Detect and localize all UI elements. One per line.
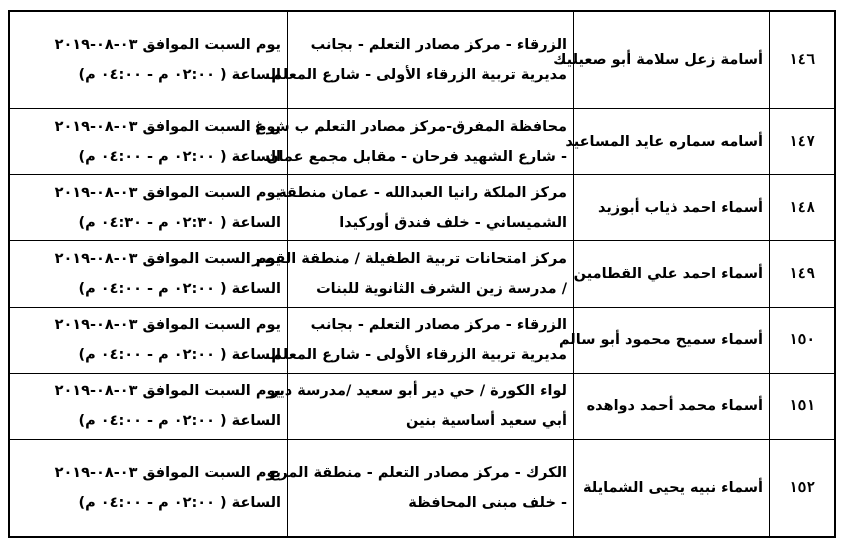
exam-time [10, 241, 288, 307]
exam-time [10, 175, 288, 241]
location-line: الشميساني - خلف فندق أوركيدا [339, 214, 567, 231]
exam-location [252, 241, 574, 307]
exam-date: يوم السبت الموافق ٠٣-٠٨-٢٠١٩ [54, 317, 281, 334]
exam-date: يوم السبت الموافق ٠٣-٠٨-٢٠١٩ [54, 250, 281, 267]
exam-time [10, 439, 288, 536]
candidate-name: أسماء احمد علي القطامين [574, 241, 770, 307]
exam-slot: الساعة ( ٠٢:٣٠ م - ٠٤:٣٠ م) [78, 214, 281, 231]
exam-slot: الساعة ( ٠٢:٠٠ م - ٠٤:٠٠ م) [78, 67, 281, 84]
exam-date: يوم السبت الموافق ٠٣-٠٨-٢٠١٩ [54, 37, 281, 54]
exam-slot: الساعة ( ٠٢:٠٠ م - ٠٤:٠٠ م) [78, 347, 281, 364]
exam-time [10, 307, 288, 373]
table-row [10, 373, 835, 439]
location-line: - خلف مبنى المحافظة [408, 494, 567, 511]
exam-location [254, 109, 574, 175]
location-line: - شارع الشهيد فرحان - مقابل مجمع عمان [266, 148, 567, 165]
exam-location [278, 175, 574, 241]
row-number: ١٤٩ [770, 241, 835, 307]
row-number: ١٤٨ [770, 175, 835, 241]
table-row [10, 439, 835, 536]
location-line: الزرقاء - مركز مصادر التعلم - بجانب [310, 37, 567, 54]
location-line: مديرية تربية الزرقاء الأولى - شارع المعلم [271, 347, 567, 364]
candidate-name: أسماء سميح محمود أبو سالم [574, 307, 770, 373]
row-number: ١٤٧ [770, 109, 835, 175]
exam-slot: الساعة ( ٠٢:٠٠ م - ٠٤:٠٠ م) [78, 494, 281, 511]
candidate-name: أسماء نبيه يحيى الشمايلة [574, 439, 770, 536]
exam-slot: الساعة ( ٠٢:٠٠ م - ٠٤:٠٠ م) [78, 280, 281, 297]
candidate-name: أسامه سماره عايد المساعيد [574, 109, 770, 175]
exam-date: يوم السبت الموافق ٠٣-٠٨-٢٠١٩ [54, 383, 281, 400]
roster-sheet [8, 10, 836, 538]
row-number: ١٥٢ [770, 439, 835, 536]
exam-location [271, 12, 574, 109]
table-row [10, 12, 835, 109]
table-row [10, 175, 835, 241]
exam-slot: الساعة ( ٠٢:٠٠ م - ٠٤:٠٠ م) [78, 148, 281, 165]
roster-table [9, 11, 835, 537]
exam-time [10, 12, 288, 109]
row-number: ١٤٦ [770, 12, 835, 109]
location-line: مديرية تربية الزرقاء الأولى - شارع المعلم [271, 67, 567, 84]
location-line: الزرقاء - مركز مصادر التعلم - بجانب [310, 317, 567, 334]
exam-date: يوم السبت الموافق ٠٣-٠٨-٢٠١٩ [54, 118, 281, 135]
exam-location [270, 373, 574, 439]
exam-location [268, 439, 574, 536]
exam-date: يوم السبت الموافق ٠٣-٠٨-٢٠١٩ [54, 184, 281, 201]
candidate-name: أسامة زعل سلامة أبو صعيليك [574, 12, 770, 109]
exam-time [10, 109, 288, 175]
row-number: ١٥١ [770, 373, 835, 439]
table-row [10, 307, 835, 373]
location-line: محافظة المفرق-مركز مصادر التعلم ب ش غ [254, 118, 567, 135]
row-number: ١٥٠ [770, 307, 835, 373]
table-row [10, 109, 835, 175]
location-line: الكرك - مركز مصادر التعلم - منطقة المرج [268, 464, 567, 481]
exam-slot: الساعة ( ٠٢:٠٠ م - ٠٤:٠٠ م) [78, 413, 281, 430]
exam-date: يوم السبت الموافق ٠٣-٠٨-٢٠١٩ [54, 464, 281, 481]
location-line: أبي سعيد أساسية بنين [406, 413, 567, 430]
location-line: / مدرسة زين الشرف الثانوية للبنات [316, 280, 567, 297]
location-line: لواء الكورة / حي دير أبو سعيد /مدرسة دير [270, 383, 567, 400]
exam-location [271, 307, 574, 373]
location-line: مركز الملكة رانيا العبدالله - عمان منطقة [278, 184, 567, 201]
candidate-name: أسماء محمد أحمد دواهده [574, 373, 770, 439]
candidate-name: أسماء احمد ذياب أبوزيد [574, 175, 770, 241]
table-row [10, 241, 835, 307]
location-line: مركز امتحانات تربية الطفيلة / منطقة القصر [252, 250, 567, 267]
exam-time [10, 373, 288, 439]
